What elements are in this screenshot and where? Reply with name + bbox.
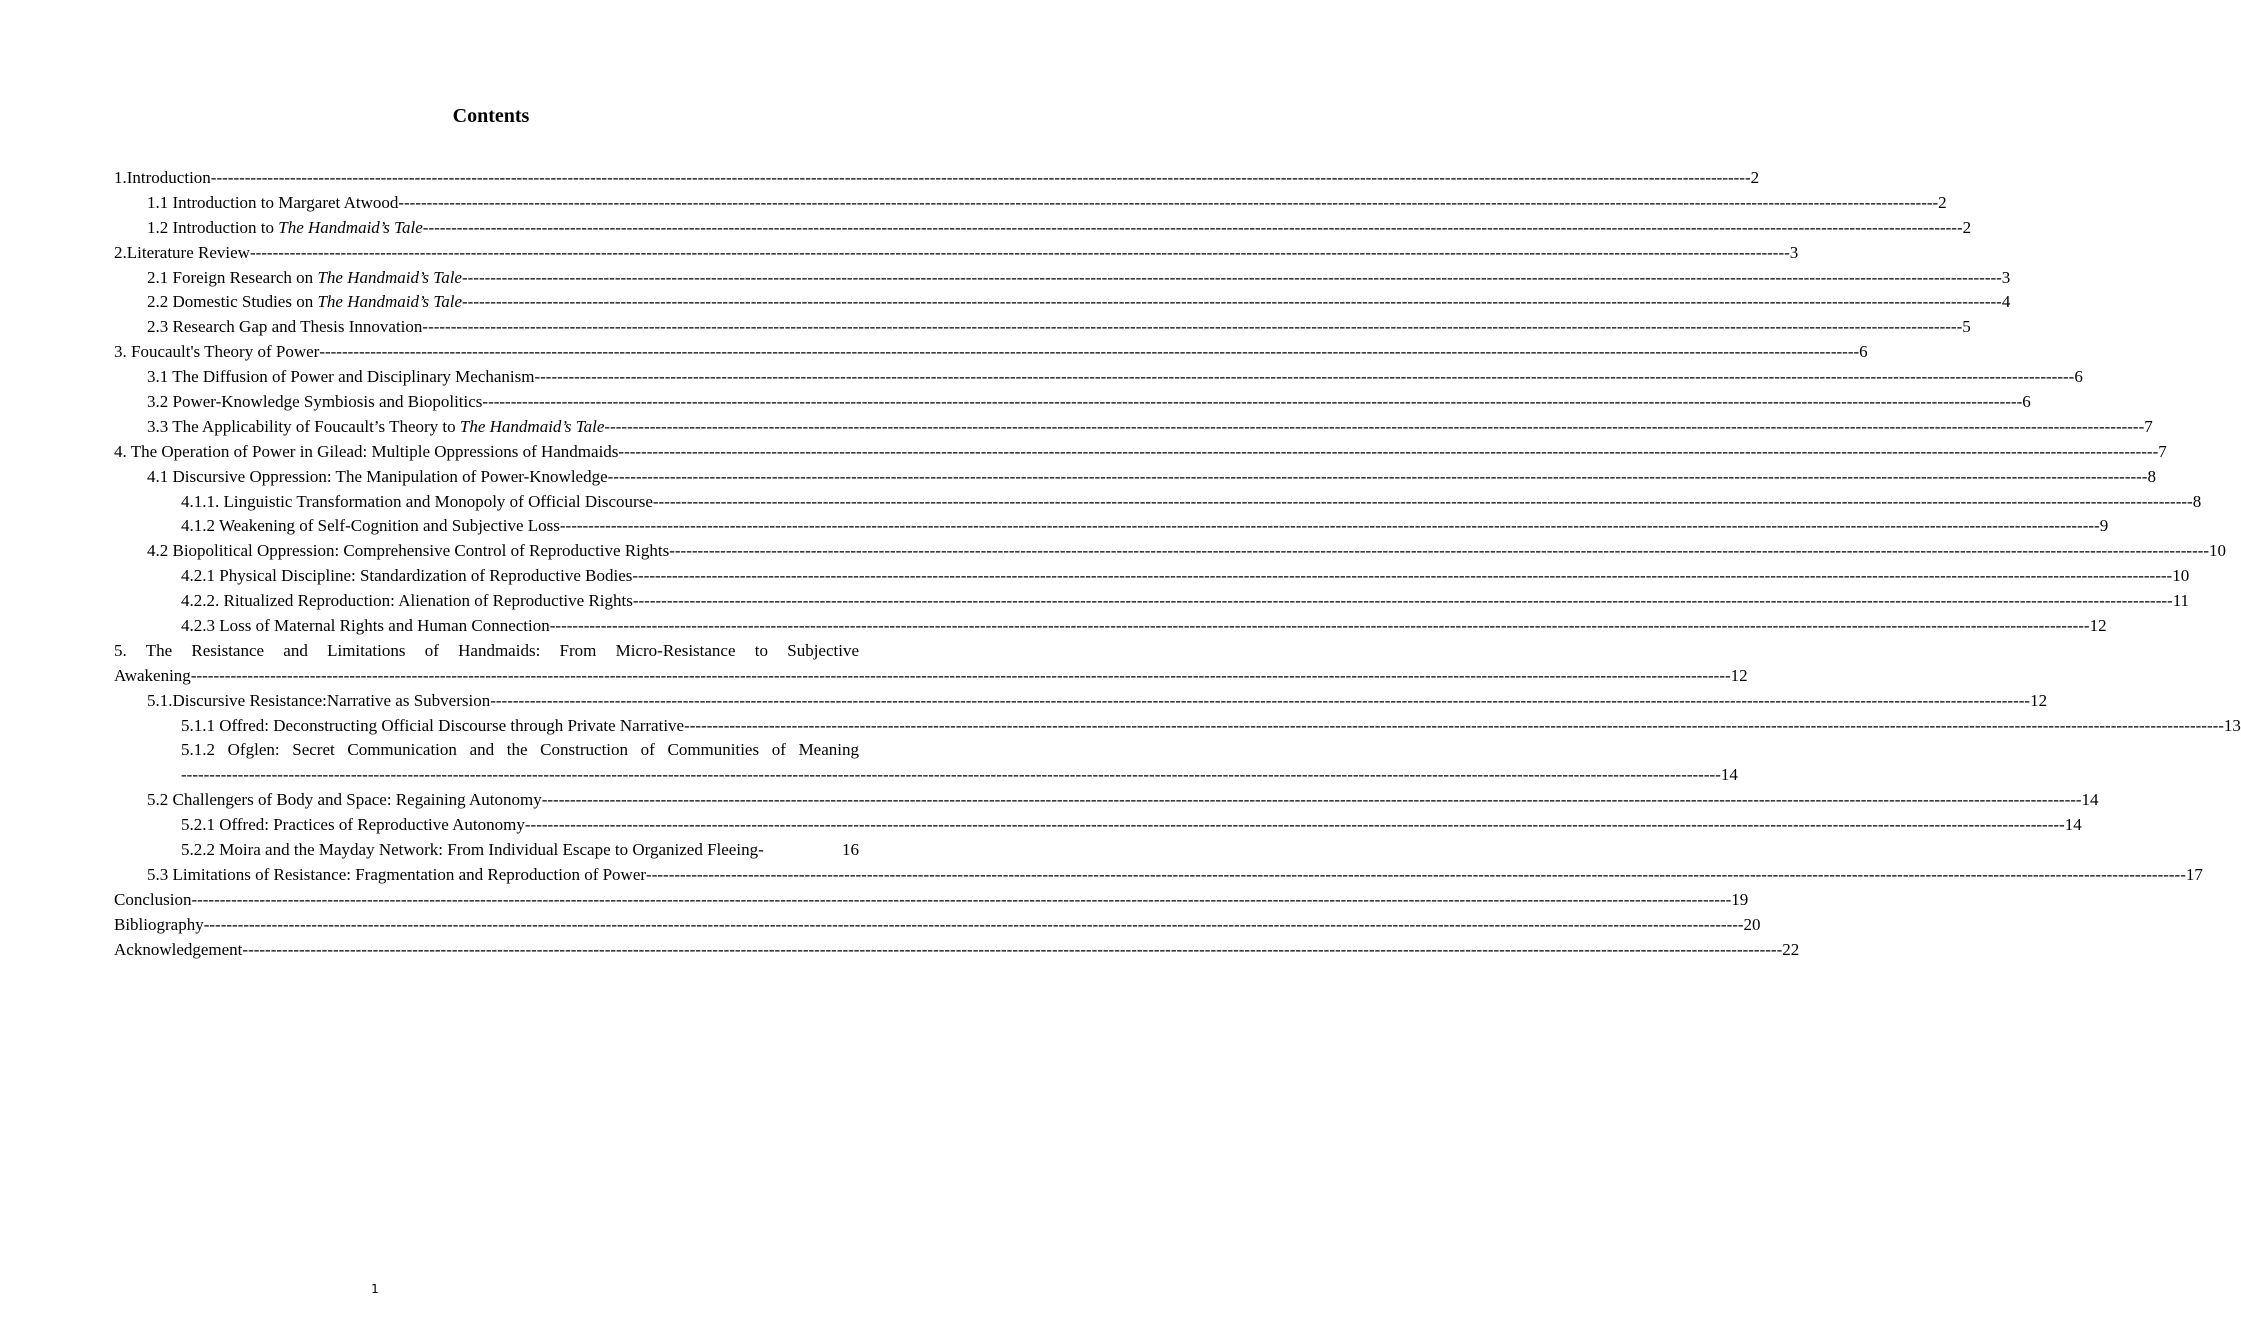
toc-leader-dashes: -------------------------------------------------------------------------------------------------------------------------------------------------------------------------------------------------------------------------------------------------------------------------------- (559, 516, 2100, 536)
toc-entry[interactable] (114, 216, 1972, 241)
toc-page-number: 20 (1743, 914, 1761, 934)
toc-entry-label: 5.2.1 Offred: Practices of Reproductive Autonomy (181, 815, 525, 835)
toc-entry[interactable] (114, 938, 1800, 963)
toc-entry-label: 3.1 The Diffusion of Power and Disciplinary Mechanism (147, 367, 535, 387)
toc-leader-dashes: -------------------------------------------------------------------------------------------------------------------------------------------------------------------------------------------------------------------------------------------------------------------------------- (646, 864, 2186, 884)
toc-page-number: 10 (2209, 541, 2227, 561)
toc-page-number: 2 (1938, 192, 1947, 212)
toc-page-number: 19 (1731, 889, 1749, 909)
toc-leader-dashes: -------------------------------------------------------------------------------------------------------------------------------------------------------------------------------------------------------------------------------------------------------------------------------- (652, 491, 2193, 511)
toc-page-number: 3 (1789, 242, 1799, 262)
toc-leader-dashes: -------------------------------------------------------------------------------------------------------------------------------------------------------------------------------------------------------------------------------------------------------------------------------- (482, 392, 2023, 411)
toc-entry-label: 5.2 Challengers of Body and Space: Regaining Autonomy (147, 790, 542, 810)
toc-entry-italic-title: The Handmaid’s Tale (459, 416, 605, 436)
toc-leader-dashes: -------------------------------------------------------------------------------------------------------------------------------------------------------------------------------------------------------------------------------------------------------------------------------- (461, 267, 2002, 287)
toc-leader-dashes: -------------------------------------------------------------------------------------------------------------------------------------------------------------------------------------------------------------------------------------------------------------------------------- (203, 914, 1744, 934)
toc-leader-dashes: -------------------------------------------------------------------------------------------------------------------------------------------------------------------------------------------------------------------------------------------------------------------------------- (618, 441, 2159, 461)
toc-entry[interactable] (114, 415, 2153, 440)
toc-entry-label: 4.1.2 Weakening of Self-Cognition and Subjective Loss (181, 516, 560, 536)
toc-page-number: 12 (1730, 665, 1748, 685)
toc-entry-label: Acknowledgement (114, 939, 243, 959)
toc-entry[interactable] (114, 763, 1738, 788)
toc-page-number: 7 (2144, 416, 2153, 436)
toc-entry[interactable] (114, 440, 2167, 465)
toc-entry[interactable] (114, 888, 1749, 913)
toc-entry-label: 4.2 Biopolitical Oppression: Comprehensive Control of Reproductive Rights (147, 541, 670, 561)
toc-leader-dashes: -------------------------------------------------------------------------------------------------------------------------------------------------------------------------------------------------------------------------------------------------------------------------------- (524, 815, 2065, 835)
toc-page-number: 3 (2001, 267, 2011, 287)
toc-entry-italic-title: The Handmaid’s Tale (278, 217, 423, 237)
toc-leader-dashes: -------------------------------------------------------------------------------------------------------------------------------------------------------------------------------------------------------------------------------------------------------------------------------- (398, 192, 1939, 212)
toc-entry-wrapped-line[interactable]: 5. The Resistance and Limitations of Handmaids: From Micro-Resistance to Subjective (114, 640, 859, 660)
toc-leader-dashes: -------------------------------------------------------------------------------------------------------------------------------------------------------------------------------------------------------------------------------------------------------------------------------- (422, 217, 1963, 237)
toc-entry-label: 4.2.1 Physical Discipline: Standardization of Reproductive Bodies (181, 566, 633, 586)
toc-entry-label: 2.Literature Review (114, 242, 250, 262)
table-of-contents (114, 166, 2241, 963)
toc-entry-label: 1.1 Introduction to Margaret Atwood (147, 192, 399, 212)
toc-entry[interactable] (114, 340, 1868, 365)
toc-page-number: 8 (2192, 491, 2202, 511)
toc-page-number: 2 (1962, 217, 1972, 237)
toc-entry[interactable] (114, 589, 2190, 614)
toc-leader-dashes: -------------------------------------------------------------------------------------------------------------------------------------------------------------------------------------------------------------------------------------------------------------------------------- (319, 342, 1860, 362)
toc-entry-label: 4.2.2. Ritualized Reproduction: Alienation of Reproductive Rights (181, 591, 633, 611)
toc-leader-dashes: -------------------------------------------------------------------------------------------------------------------------------------------------------------------------------------------------------------------------------------------------------------------------------- (242, 939, 1783, 959)
toc-entry-label: Awakening (114, 665, 191, 685)
toc-entry[interactable] (114, 490, 2202, 515)
toc-page-number: 11 (2172, 591, 2190, 611)
toc-entry[interactable] (114, 315, 1971, 340)
toc-leader-dashes: -------------------------------------------------------------------------------------------------------------------------------------------------------------------------------------------------------------------------------------------------------------------------------- (607, 466, 2148, 486)
toc-page-number: 14 (2081, 790, 2099, 810)
toc-page-number: 6 (1859, 342, 1868, 362)
toc-entry-label: 1.2 Introduction to The Handmaid’s Tale (147, 217, 423, 237)
toc-page-number: 13 (2223, 715, 2241, 735)
toc-leader-dashes: -------------------------------------------------------------------------------------------------------------------------------------------------------------------------------------------------------------------------------------------------------------------------------- (490, 690, 2031, 710)
toc-page-number: 7 (2158, 441, 2167, 461)
toc-entry-label: 1.Introduction (114, 167, 211, 187)
toc-entry-label: 3.3 The Applicability of Foucault’s Theory to The Handmaid’s Tale (147, 416, 605, 436)
toc-leader-dashes: -------------------------------------------------------------------------------------------------------------------------------------------------------------------------------------------------------------------------------------------------------------------------------- (191, 889, 1732, 909)
toc-entry[interactable] (114, 390, 2031, 415)
toc-leader-dashes: -------------------------------------------------------------------------------------------------------------------------------------------------------------------------------------------------------------------------------------------------------------------------------- (422, 317, 1963, 337)
toc-leader-dashes: -------------------------------------------------------------------------------------------------------------------------------------------------------------------------------------------------------------------------------------------------------------------------------- (684, 715, 2224, 735)
toc-entry[interactable] (114, 191, 1947, 216)
toc-leader-dashes: -------------------------------------------------------------------------------------------------------------------------------------------------------------------------------------------------------------------------------------------------------------------------------- (541, 790, 2082, 810)
toc-entry-label: 3.2 Power-Knowledge Symbiosis and Biopolitics (147, 392, 483, 411)
toc-entry[interactable] (114, 714, 2241, 739)
toc-entry-italic-title: The Handmaid’s Tale (317, 267, 462, 287)
toc-page-number: 14 (2064, 815, 2082, 835)
toc-entry[interactable] (114, 863, 2203, 888)
toc-leader-dashes: -------------------------------------------------------------------------------------------------------------------------------------------------------------------------------------------------------------------------------------------------------------------------------- (534, 367, 2075, 387)
page-title: Contents (452, 105, 530, 127)
toc-leader-dashes: -------------------------------------------------------------------------------------------------------------------------------------------------------------------------------------------------------------------------------------------------------------------------------- (604, 416, 2145, 436)
toc-entry-label: 5.1.Discursive Resistance:Narrative as Subversion (147, 690, 491, 710)
toc-page-number: 12 (2030, 690, 2048, 710)
toc-leader-dashes: -------------------------------------------------------------------------------------------------------------------------------------------------------------------------------------------------------------------------------------------------------------------------------- (632, 566, 2173, 586)
toc-entry-label: 2.1 Foreign Research on The Handmaid’s Tale (147, 267, 462, 287)
toc-page-number: 17 (2185, 864, 2203, 884)
toc-page-number: 6 (2022, 392, 2031, 411)
toc-page-number: 5 (1962, 317, 1971, 337)
toc-leader-dashes: -------------------------------------------------------------------------------------------------------------------------------------------------------------------------------------------------------------------------------------------------------------------------------- (462, 292, 2002, 312)
toc-entry[interactable] (114, 290, 2011, 315)
toc-entry-italic-title: The Handmaid’s Tale (317, 292, 462, 312)
toc-leader-dashes: -------------------------------------------------------------------------------------------------------------------------------------------------------------------------------------------------------------------------------------------------------------------------------- (181, 765, 1721, 785)
toc-leader-dashes: -------------------------------------------------------------------------------------------------------------------------------------------------------------------------------------------------------------------------------------------------------------------------------- (210, 167, 1751, 187)
toc-leader-dashes: -------------------------------------------------------------------------------------------------------------------------------------------------------------------------------------------------------------------------------------------------------------------------------- (249, 242, 1790, 262)
toc-entry-label: 4.1.1. Linguistic Transformation and Monopoly of Official Discourse (181, 491, 653, 511)
toc-entry[interactable] (114, 913, 1761, 938)
toc-entry-label: 5.1.1 Offred: Deconstructing Official Discourse through Private Narrative (181, 715, 685, 735)
toc-page-number: 9 (2099, 516, 2109, 536)
toc-entry[interactable] (114, 664, 1748, 689)
toc-entry[interactable] (114, 788, 2099, 813)
toc-page-number: 2 (1750, 167, 1760, 187)
toc-entry[interactable] (114, 838, 859, 863)
toc-entry[interactable] (114, 241, 1799, 266)
toc-entry[interactable] (114, 514, 2109, 539)
toc-leader-dashes: -------------------------------------------------------------------------------------------------------------------------------------------------------------------------------------------------------------------------------------------------------------------------------- (549, 616, 2090, 636)
toc-page-number: 16 (842, 840, 859, 860)
toc-entry[interactable] (114, 539, 2227, 564)
toc-leader-dashes: -------------------------------------------------------------------------------------------------------------------------------------------------------------------------------------------------------------------------------------------------------------------------------- (190, 665, 1731, 685)
toc-entry-label: 3. Foucault's Theory of Power (114, 342, 320, 362)
page-number: 1 (371, 1282, 379, 1296)
toc-entry-label: 4. The Operation of Power in Gilead: Multiple Oppressions of Handmaids (114, 441, 619, 461)
toc-page-number: 12 (2089, 616, 2107, 636)
toc-leader-dashes: -------------------------------------------------------------------------------------------------------------------------------------------------------------------------------------------------------------------------------------------------------------------------------- (669, 541, 2210, 561)
toc-entry-label: 2.2 Domestic Studies on The Handmaid’s Tale (147, 292, 462, 312)
toc-page-number: 8 (2147, 466, 2156, 486)
toc-entry-label: 4.1 Discursive Oppression: The Manipulation of Power-Knowledge (147, 466, 608, 486)
toc-page-number: 22 (1782, 939, 1800, 959)
toc-entry[interactable] (114, 166, 1760, 191)
toc-leader-dashes: -------------------------------------------------------------------------------------------------------------------------------------------------------------------------------------------------------------------------------------------------------------------------------- (632, 591, 2173, 611)
toc-entry[interactable] (114, 689, 2048, 714)
toc-entry-label: 2.3 Research Gap and Thesis Innovation (147, 317, 423, 337)
toc-entry-label: 5.3 Limitations of Resistance: Fragmentation and Reproduction of Power (147, 864, 647, 884)
toc-page-number: 14 (1720, 765, 1738, 785)
toc-page-number: 4 (2001, 292, 2011, 312)
toc-entry[interactable] (114, 266, 2011, 291)
toc-page-number: 10 (2172, 566, 2190, 586)
toc-entry-label: Bibliography (114, 914, 204, 934)
toc-entry-wrapped-line[interactable]: 5.1.2 Ofglen: Secret Communication and the Construction of Communities of Meaning (181, 740, 859, 760)
toc-page-number: 6 (2074, 367, 2083, 387)
toc-entry[interactable] (114, 564, 2190, 589)
toc-entry[interactable] (114, 465, 2156, 490)
toc-entry-label: 4.2.3 Loss of Maternal Rights and Human Connection (181, 616, 550, 636)
toc-entry-label: Conclusion (114, 889, 192, 909)
toc-entry[interactable] (114, 365, 2083, 390)
toc-entry[interactable] (114, 813, 2082, 838)
toc-entry[interactable] (114, 614, 2107, 639)
toc-entry-label: 5.2.2 Moira and the Mayday Network: From Individual Escape to Organized Fleeing- (181, 840, 764, 860)
